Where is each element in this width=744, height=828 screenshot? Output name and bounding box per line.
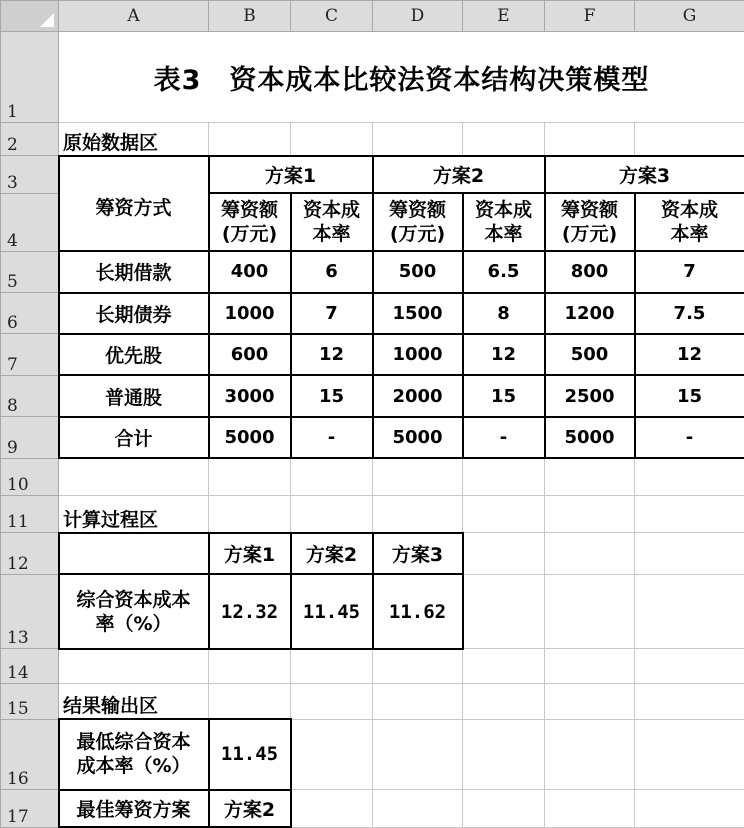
- rate-subheader[interactable]: [463, 193, 545, 251]
- row-header-10[interactable]: 10: [1, 458, 59, 495]
- amount-subheader-line2: (万元): [561, 223, 618, 246]
- data-cell[interactable]: 15: [291, 375, 373, 416]
- row-header-1[interactable]: 1: [1, 32, 59, 123]
- cell[interactable]: [635, 123, 744, 156]
- cell[interactable]: [545, 790, 635, 827]
- sheet-title[interactable]: 表3 资本成本比较法资本结构决策模型: [59, 32, 744, 123]
- min-cost-label-line1: 最低综合资本: [76, 731, 191, 754]
- cell[interactable]: [373, 790, 463, 827]
- scheme-2-header[interactable]: 方案2: [373, 156, 545, 193]
- row-header-15[interactable]: 15: [1, 684, 59, 719]
- rate-subheader-line2: 本率: [484, 223, 523, 246]
- raw-data-section-label[interactable]: 原始数据区: [59, 123, 209, 156]
- cell[interactable]: [545, 123, 635, 156]
- data-cell[interactable]: 6: [291, 251, 373, 292]
- cell[interactable]: [209, 458, 291, 495]
- data-cell[interactable]: 7: [291, 293, 373, 334]
- column-header-e[interactable]: E: [463, 1, 545, 32]
- amount-subheader-line2: (万元): [221, 223, 278, 246]
- cell[interactable]: [463, 684, 545, 719]
- data-cell[interactable]: 600: [209, 334, 291, 375]
- data-cell[interactable]: 1000: [209, 293, 291, 334]
- cell[interactable]: [635, 458, 744, 495]
- cell[interactable]: [463, 790, 545, 827]
- best-plan-label[interactable]: 最佳筹资方案: [59, 790, 209, 827]
- data-cell[interactable]: 7: [635, 251, 744, 292]
- column-header-b[interactable]: B: [209, 1, 291, 32]
- rate-subheader-line2: 本率: [312, 223, 351, 246]
- data-cell[interactable]: 400: [209, 251, 291, 292]
- financing-method-cell[interactable]: 长期借款: [59, 251, 209, 292]
- data-cell[interactable]: 1200: [545, 293, 635, 334]
- weighted-cost-scheme-2[interactable]: 11.45: [291, 574, 373, 649]
- cell[interactable]: [463, 533, 545, 574]
- cell[interactable]: [59, 649, 209, 684]
- cell[interactable]: [635, 533, 744, 574]
- cell[interactable]: [635, 496, 744, 533]
- cell[interactable]: [209, 123, 291, 156]
- row-header-17[interactable]: 17: [1, 790, 59, 827]
- cell[interactable]: [635, 790, 744, 827]
- cell[interactable]: [635, 649, 744, 684]
- cell[interactable]: [545, 496, 635, 533]
- cell[interactable]: [291, 123, 373, 156]
- row-header-8[interactable]: 8: [1, 375, 59, 416]
- weighted-cost-label[interactable]: [59, 574, 209, 649]
- row-header-11[interactable]: 11: [1, 496, 59, 533]
- cell[interactable]: [635, 719, 744, 789]
- scheme-3-header[interactable]: 方案3: [545, 156, 744, 193]
- financing-method-header[interactable]: 筹资方式: [59, 156, 209, 251]
- cell[interactable]: [291, 719, 373, 789]
- cell[interactable]: [635, 684, 744, 719]
- rate-subheader-line1: 资本成: [660, 199, 718, 222]
- calc-corner-cell[interactable]: [59, 533, 209, 574]
- data-cell[interactable]: 1000: [373, 334, 463, 375]
- cell[interactable]: [463, 719, 545, 789]
- cell[interactable]: [291, 684, 373, 719]
- row-header-14[interactable]: 14: [1, 649, 59, 684]
- data-cell[interactable]: 5000: [545, 417, 635, 458]
- data-cell[interactable]: 5000: [373, 417, 463, 458]
- cell[interactable]: [463, 574, 545, 649]
- data-cell[interactable]: -: [635, 417, 744, 458]
- data-cell[interactable]: 3000: [209, 375, 291, 416]
- data-cell[interactable]: 7.5: [635, 293, 744, 334]
- data-cell[interactable]: 15: [463, 375, 545, 416]
- data-cell[interactable]: 500: [545, 334, 635, 375]
- data-cell[interactable]: 2000: [373, 375, 463, 416]
- data-cell[interactable]: -: [291, 417, 373, 458]
- result-section-label[interactable]: 结果输出区: [59, 684, 209, 719]
- rate-subheader-line1: 资本成: [474, 199, 532, 222]
- weighted-cost-scheme-3[interactable]: 11.62: [373, 574, 463, 649]
- min-cost-label[interactable]: [59, 719, 209, 789]
- min-cost-label-line2: 成本率（%）: [76, 755, 191, 778]
- rate-subheader[interactable]: [291, 193, 373, 251]
- cell[interactable]: [463, 458, 545, 495]
- scheme-1-header[interactable]: 方案1: [209, 156, 373, 193]
- select-all-corner[interactable]: [1, 1, 59, 32]
- financing-method-cell[interactable]: 优先股: [59, 334, 209, 375]
- cell[interactable]: [209, 496, 291, 533]
- calc-section-label[interactable]: 计算过程区: [59, 496, 209, 533]
- financing-method-cell[interactable]: 普通股: [59, 375, 209, 416]
- data-cell[interactable]: 5000: [209, 417, 291, 458]
- cell[interactable]: [545, 533, 635, 574]
- column-header-a[interactable]: A: [59, 1, 209, 32]
- amount-subheader[interactable]: [545, 193, 635, 251]
- cell[interactable]: [373, 649, 463, 684]
- cell[interactable]: [545, 458, 635, 495]
- weighted-cost-scheme-1[interactable]: 12.32: [209, 574, 291, 649]
- amount-subheader[interactable]: [373, 193, 463, 251]
- row-header-4[interactable]: 4: [1, 193, 59, 251]
- data-cell[interactable]: 12: [291, 334, 373, 375]
- cell[interactable]: [59, 458, 209, 495]
- data-cell[interactable]: 1500: [373, 293, 463, 334]
- amount-subheader-line1: 筹资额: [220, 199, 278, 222]
- calc-scheme-2-header[interactable]: 方案2: [291, 533, 373, 574]
- row-header-2[interactable]: 2: [1, 123, 59, 156]
- column-header-d[interactable]: D: [373, 1, 463, 32]
- cell[interactable]: [545, 649, 635, 684]
- cell[interactable]: [545, 719, 635, 789]
- cell[interactable]: [635, 574, 744, 649]
- cell[interactable]: [291, 790, 373, 827]
- amount-subheader-line2: (万元): [389, 223, 446, 246]
- best-plan-value[interactable]: 方案2: [209, 790, 291, 827]
- calc-scheme-1-header[interactable]: 方案1: [209, 533, 291, 574]
- row-header-9[interactable]: 9: [1, 417, 59, 458]
- data-cell[interactable]: 6.5: [463, 251, 545, 292]
- cell[interactable]: [373, 458, 463, 495]
- row-header-6[interactable]: 6: [1, 293, 59, 334]
- row-header-12[interactable]: 12: [1, 533, 59, 574]
- amount-subheader-line1: 筹资额: [388, 199, 446, 222]
- amount-subheader-line1: 筹资额: [560, 199, 618, 222]
- cell[interactable]: [463, 123, 545, 156]
- rate-subheader-line1: 资本成: [302, 199, 360, 222]
- row-header-13[interactable]: 13: [1, 574, 59, 649]
- cell[interactable]: [373, 123, 463, 156]
- cell[interactable]: [209, 684, 291, 719]
- column-header-f[interactable]: F: [545, 1, 635, 32]
- rate-subheader[interactable]: [635, 193, 744, 251]
- cell[interactable]: [291, 496, 373, 533]
- rate-subheader-line2: 本率: [670, 223, 709, 246]
- cell[interactable]: [373, 496, 463, 533]
- data-cell[interactable]: 8: [463, 293, 545, 334]
- column-header-c[interactable]: C: [291, 1, 373, 32]
- weighted-cost-label-line2: 率（%）: [95, 612, 172, 635]
- row-header-3[interactable]: 3: [1, 156, 59, 193]
- calc-scheme-3-header[interactable]: 方案3: [373, 533, 463, 574]
- data-cell[interactable]: 15: [635, 375, 744, 416]
- data-cell[interactable]: 12: [463, 334, 545, 375]
- weighted-cost-label-line1: 综合资本成本: [76, 588, 191, 611]
- data-cell[interactable]: 500: [373, 251, 463, 292]
- cell[interactable]: [545, 574, 635, 649]
- financing-method-cell[interactable]: 长期债券: [59, 293, 209, 334]
- amount-subheader[interactable]: [209, 193, 291, 251]
- data-cell[interactable]: 12: [635, 334, 744, 375]
- cell[interactable]: [463, 649, 545, 684]
- data-cell[interactable]: 2500: [545, 375, 635, 416]
- cell[interactable]: [209, 649, 291, 684]
- cell[interactable]: [291, 458, 373, 495]
- cell[interactable]: [463, 496, 545, 533]
- data-cell[interactable]: 800: [545, 251, 635, 292]
- cell[interactable]: [291, 649, 373, 684]
- row-header-7[interactable]: 7: [1, 334, 59, 375]
- row-header-5[interactable]: 5: [1, 251, 59, 292]
- cell[interactable]: [545, 684, 635, 719]
- cell[interactable]: [373, 684, 463, 719]
- cell[interactable]: [373, 719, 463, 789]
- data-cell[interactable]: -: [463, 417, 545, 458]
- min-cost-value[interactable]: 11.45: [209, 719, 291, 789]
- column-header-g[interactable]: G: [635, 1, 744, 32]
- financing-method-cell[interactable]: 合计: [59, 417, 209, 458]
- row-header-16[interactable]: 16: [1, 719, 59, 789]
